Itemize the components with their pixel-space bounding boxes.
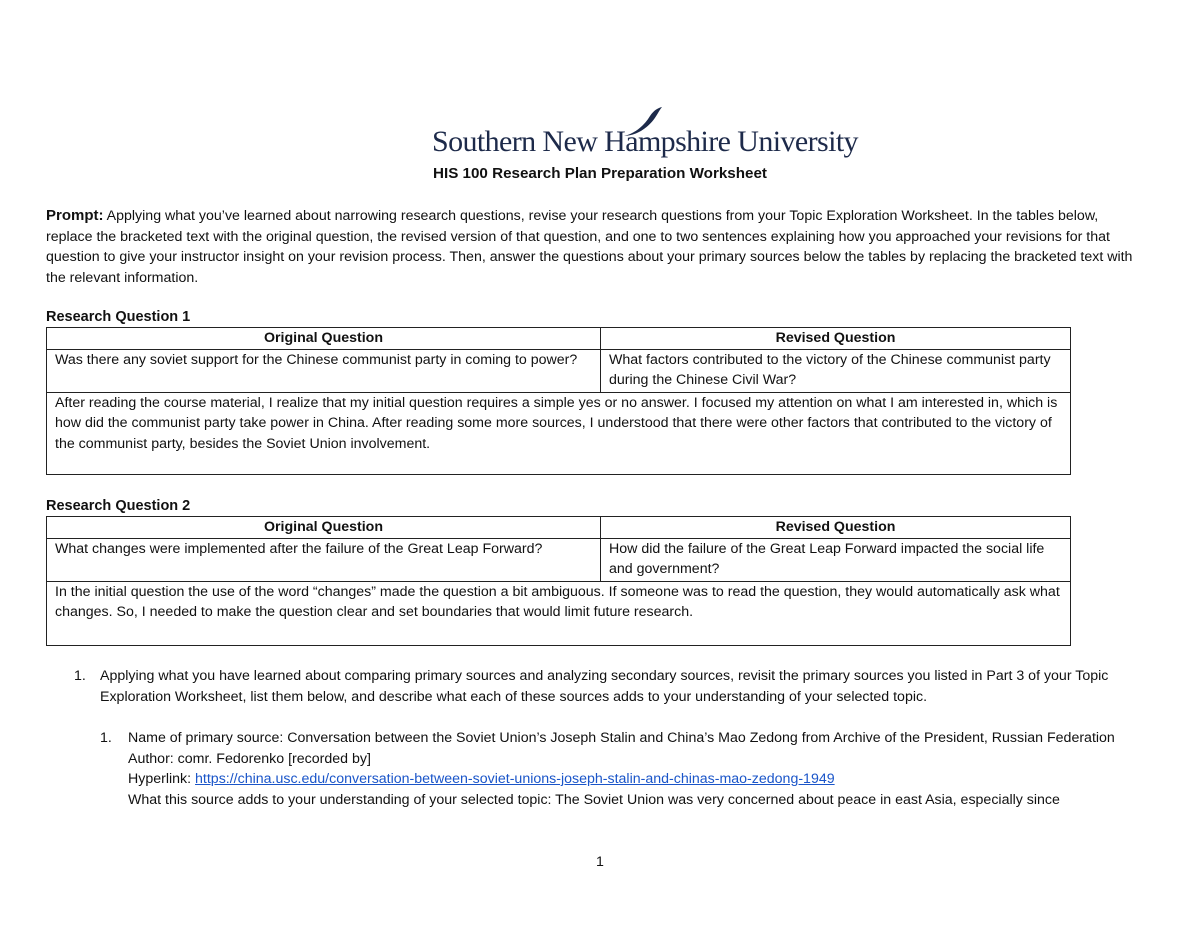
- revised-question-cell: How did the failure of the Great Leap Forward impacted the social life and government?: [601, 538, 1071, 581]
- university-logo: [432, 106, 858, 160]
- original-question-cell: Was there any soviet support for the Chinese communist party in coming to power?: [47, 349, 601, 392]
- prompt-paragraph: [46, 206, 1146, 288]
- research-question-1-table: [46, 327, 1071, 475]
- research-question-2-table: [46, 516, 1071, 646]
- revised-question-cell: What factors contributed to the victory of the Chinese communist party during the Chinese Civil War?: [601, 349, 1071, 392]
- research-question-1-label: Research Question 1: [46, 309, 191, 325]
- source-author: Author: comr. Fedorenko [recorded by]: [128, 750, 371, 767]
- hyperlink-label: Hyperlink:: [128, 771, 196, 787]
- revision-explanation-cell: After reading the course material, I realize that my initial question requires a simple yes or no answer. I focused my attention on what I am interested in, which is how did the communist party take power in China. After reading some more sources, I understood that there were other factors that contributed to the victory of the communist party, besides the Soviet Union involvement.: [47, 392, 1071, 474]
- revised-question-header: Revised Question: [601, 517, 1071, 539]
- source-adds: What this source adds to your understanding of your selected topic: The Soviet Union was very concerned about peace in east Asia, especially since: [128, 791, 1060, 808]
- document-title: HIS 100 Research Plan Preparation Worksheet: [433, 165, 767, 182]
- prompt-label: Prompt:: [46, 207, 104, 224]
- revision-explanation-cell: In the initial question the use of the word “changes” made the question a bit ambiguous. If someone was to read the question, they would automatically ask what changes. So, I needed to make the question clear and set boundaries that would limit future research.: [47, 581, 1071, 645]
- list-item-text: Applying what you have learned about comparing primary sources and analyzing secondary sources, revisit the primary sources you listed in Part 3 of your Topic Exploration Worksheet, list them below, and describe what each of these sources adds to your understanding of your selected topic.: [100, 668, 1109, 705]
- original-question-header: Original Question: [47, 328, 601, 350]
- original-question-header: Original Question: [47, 517, 601, 539]
- logo-text: Southern New Hampshire University: [432, 125, 858, 158]
- primary-source-entry: [128, 728, 1158, 810]
- research-question-2-label: Research Question 2: [46, 498, 191, 514]
- prompt-text: Applying what you’ve learned about narrowing research questions, revise your research questions from your Topic Exploration Worksheet. In the tables below, replace the bracketed text with the original question, the revised version of that question, and one to two sentences explaining how you approached your revisions for that question to give your instructor insight on your revision process. Then, answer the questions about your primary sources below the tables by replacing the bracketed text with the relevant information.: [46, 208, 1133, 286]
- source-hyperlink[interactable]: https://china.usc.edu/conversation-between-soviet-unions-joseph-stalin-and-chinas-mao-zedong-1949: [195, 771, 835, 787]
- revised-question-header: Revised Question: [601, 328, 1071, 350]
- page-number: 1: [596, 854, 604, 870]
- list-item-number: 1.: [74, 668, 86, 684]
- source-hyperlink-line: [128, 769, 1158, 790]
- sub-item-number: 1.: [100, 730, 112, 746]
- source-name: Name of primary source: Conversation between the Soviet Union’s Joseph Stalin and China’s Mao Zedong from Archive of the President, Russian Federation: [128, 730, 1115, 746]
- original-question-cell: What changes were implemented after the failure of the Great Leap Forward?: [47, 538, 601, 581]
